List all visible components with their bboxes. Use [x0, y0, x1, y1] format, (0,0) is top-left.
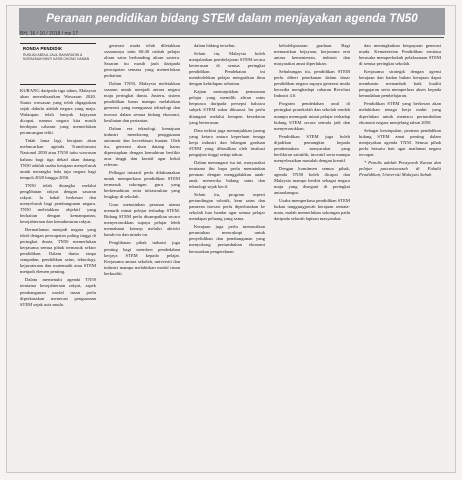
article-paragraph: Dalam era teknologi, kemajuan industri mendorong penggunaan automasi dan kecerdasan buatan. Oleh itu, generasi akan datang harus dipersiapkan dengan kemahiran berfikir aras tinggi dan kreatif agar kekal relevan. [104, 125, 180, 167]
article-paragraph: Dalam TN50, Malaysia meletakkan sasaran untuk menjadi antara negara maju peringkat dunia. Justeru, sistem pendidikan harus mampu melahirkan generasi yang menguasai teknologi dan inovasi dalam semua bidang ekonomi, kesihatan dan pertanian. [104, 81, 180, 123]
article-paragraph: Kajian menunjukkan penurunan pelajar yang memilih aliran sains berpunca daripada persepsi bahawa subjek STEM sukar dikuasai. Ini perlu ditangani melalui kempen kesedaran yang berterusan. [189, 89, 265, 125]
article-column-3 [189, 43, 265, 460]
article-paragraph: Penglibatan pihak industri juga penting bagi memberi pendedahan kerjaya STEM kepada pelajar. Kerjasama antara sekolah, universiti dan industri mampu melahirkan modal insan berkualiti. [104, 240, 180, 276]
article-paragraph: Sebagai kesimpulan, peranan pendidikan bidang STEM amat penting dalam menjayakan agenda TN50. Semua pihak perlu bersatu hati agar matlamat negara tercapai. [359, 127, 441, 157]
article-paragraph: Kerajaan juga perlu memastikan peruntukan mencukupi untuk penyelidikan dan pembangunan yang menyokong pertumbuhan ekonomi berasaskan pengetahuan. [189, 224, 265, 254]
article-column-2 [104, 43, 180, 460]
article-column-4 [274, 43, 350, 460]
article-paragraph: Tidak lama lagi, kerajaan akan melancarkan agenda Transformasi Nasional 2050 atau TN50 iaitu wawasan baharu bagi tiga dekad akan datang. TN50 adalah usaha kerajaan menyeluruh untuk merangka hala tuju negara bagi tempoh 2020 hingga 2050. [20, 138, 96, 180]
article-paragraph: Pendidikan STEM juga boleh dijadikan pemangkin kepada pembentukan masyarakat yang berfikiran saintifik, inovatif serta mampu menyelesaikan masalah dengan kreatif. [274, 133, 350, 163]
article-paragraph: Data terkini juga menunjukkan jurang yang ketara antara keperluan tenaga kerja industri dan bilangan graduan STEM yang dihasilkan oleh institusi pengajian tinggi setiap tahun. [189, 127, 265, 157]
page-reference: BH, 16 / 10 / 2018 / ms 17 [20, 31, 79, 37]
article-paragraph: Usaha memperkasa pendidikan STEM bukan tanggungjawab kerajaan semata-mata, malah memerlukan sokongan padu daripada seluruh lapisan masyarakat. [274, 198, 350, 222]
article-paragraph: Program pendedahan awal di peringkat prasekolah dan sekolah rendah mampu memupuk minat pelajar terhadap bidang STEM secara semula jadi dan menyeronokkan. [274, 101, 350, 131]
article-paragraph: Dengan komitmen semua pihak, agenda TN50 boleh dicapai dan Malaysia mampu berdiri sebagai negara maju yang disegani di peringkat antarabangsa. [274, 165, 350, 196]
article-paragraph: dan meningkatkan keupayaan generasi muda. Kementerian Pendidikan sentiasa berusaha memperkukuh pelaksanaan STEM di semua peringkat sekolah. [359, 43, 441, 67]
article-paragraph: Pendidikan STEM yang berkesan akan melahirkan tenaga kerja mahir yang diperlukan untuk memacu pertumbuhan ekonomi negara menjelang tahun 2050. [359, 101, 441, 125]
article-paragraph: KURANG daripada tiga tahun, Malaysia akan merealisasikan Wawasan 2020. Status wawasan yang telah digagaskan sejak dahulu adalah negara yang maju. Walaupun telah banyak kejayaan dicapai, namun negara kita masih berdepan cabaran yang memerlukan perancangan teliti. [20, 88, 96, 136]
author-name: RONDA PENDIDIK [23, 46, 63, 51]
headline-band [19, 8, 445, 35]
article-paragraph: Dalam menangani isu ini, masyarakat terutama ibu bapa perlu memainkan peranan dengan menggalakkan anak-anak meneroka bidang sains dan teknologi sejak kecil. [189, 159, 265, 190]
article-paragraph: Pelbagai inisiatif perlu dilaksanakan untuk memperkasa pendidikan STEM termasuk sokongan guru yang berkemahiran serta infrastruktur yang lengkap di sekolah. [104, 169, 180, 200]
newspaper-clipping [6, 5, 456, 473]
article-paragraph: dalam bidang tersebut. [194, 43, 236, 48]
author-box [20, 43, 96, 85]
article-paragraph: * Penulis adalah Pensyarah Kanan dan pelajar pascasiswazah di Fakulti Pendidikan, Universiti Malaysia Sabah [359, 159, 441, 177]
author-affiliation: RUSLAN ABDUL JALIL BAHARUDIN & NORAZMAH BINTI KATIB CHONG HAMAN [23, 53, 90, 62]
headline: Peranan pendidikan bidang STEM dalam menjayakan agenda TN50 [46, 13, 418, 25]
article-paragraph: Kerjasama strategik dengan agensi kerajaan dan badan bukan kerajaan dapat membantu menambah baik kualiti pengajaran serta memperluas akses kepada kemudahan pembelajaran. [359, 69, 441, 99]
article-paragraph: Selain itu, program seperti pertandingan robotik, kem sains dan pameran inovasi perlu diperluaskan ke sekolah luar bandar agar semua pelajar mendapat peluang yang sama. [189, 192, 265, 222]
article-paragraph: Guru memainkan peranan utama menarik minat pelajar terhadap STEM. Bidang STEM perlu disampaikan secara menyeronokkan supaya pelajar lebih memahami konsep melalui aktiviti hands-on dan minds-on. [104, 202, 180, 238]
header-rule [20, 37, 444, 38]
article-paragraph: generasi muda telah diletakkan sasarannya iaitu 60:40 nisbah pelajar aliran sains berbanding aliran sastera. Sasaran itu masih jauh daripada pencapaian semasa yang memerlukan perhatian. [104, 43, 180, 79]
article-paragraph: Bermatlamat menjadi negara yang ideal dengan pencapaian paling tinggi di peringkat dunia, TN50 memerlukan kerjasama semua pihak termasuk sektor pendidikan. Dalam dunia tanpa sempadan, pendidikan sains, teknologi, kejuruteraan dan matematik atau STEM menjadi elemen penting. [20, 227, 96, 275]
article-paragraph: Selain itu, Malaysia boleh menjalankan pembelajaran STEM secara berterusan di semua peringkat pendidikan. Pendekatan ini membolehkan pelajar mengaitkan ilmu dengan kehidupan seharian. [189, 51, 265, 87]
article-paragraph: Sehubungan itu, pendidikan STEM perlu diberi penekanan dalam dasar pendidikan negara supaya generasi muda bersedia menghadapi cabaran Revolusi Industri 4.0. [274, 69, 350, 99]
article-paragraph: Dalam memenuhi agenda TN50 terutama kesejahteraan rakyat, aspek pembangunan modal insan perlu diperkasakan menerusi penguasaan STEM sejak usia muda. [20, 277, 96, 307]
article-paragraph: TN50 telah dirangka melalui penglibatan rakyat dengan sasaran rakyat. Ia bakal berkesan dan menyeluruh bagi pembangunan negara. TN50 meletakkan objektif yang berkaitan dengan kemampanan, kesejahteraan dan kemakmuran rakyat. [20, 182, 96, 224]
article-paragraph: kebolehpasaran graduan. Bagi memastikan kejayaan, kerjasama erat antara kementerian, industri dan masyarakat amat diperlukan. [274, 43, 350, 67]
article-column-1 [20, 88, 96, 460]
article-column-5 [359, 43, 441, 460]
